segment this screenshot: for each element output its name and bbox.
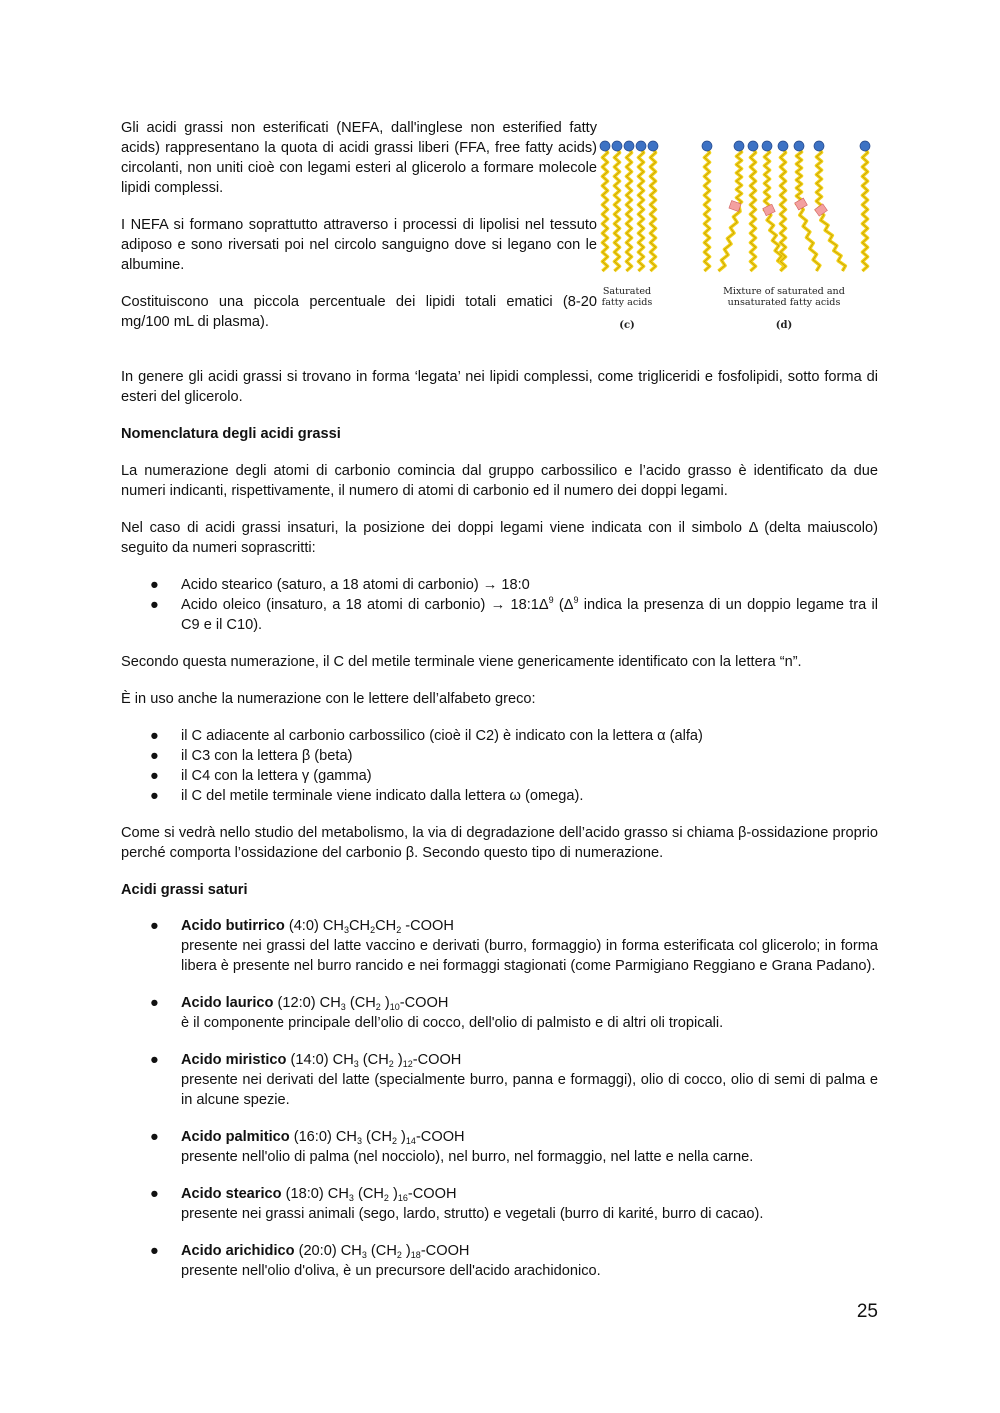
double-bond-marker	[763, 204, 775, 215]
oleico-example-c: indica la presenza di un doppio legame tra il C9 e il C10).	[181, 597, 878, 633]
polar-head-icon	[612, 141, 622, 151]
acid-title	[181, 1127, 878, 1147]
acid-formula: (20:0) CH	[294, 1243, 362, 1259]
acid-name: Acido miristico	[181, 1052, 287, 1068]
acid-entry-miristico	[121, 1050, 878, 1110]
subscript: 10	[389, 1002, 400, 1012]
acid-name: Acido stearico	[181, 1186, 282, 1202]
double-bond-marker	[815, 204, 828, 216]
document-page	[121, 118, 878, 1281]
subscript: 2	[383, 1193, 389, 1203]
bullet-icon: ●	[150, 597, 159, 613]
list-item	[121, 786, 878, 806]
acid-formula: )	[393, 1052, 403, 1068]
acid-formula: -COOH	[401, 918, 454, 934]
acid-title	[181, 993, 878, 1013]
subscript: 2	[396, 925, 402, 935]
acid-formula: (CH	[366, 1243, 397, 1259]
subscript: 2	[375, 1002, 381, 1012]
bullet-icon: ●	[150, 748, 159, 764]
polar-head-icon	[762, 141, 772, 151]
acid-description: presente nei grassi del latte vaccino e derivati (burro, formaggio) in forma esterificata col glicerolo; in forma libera è presente nel burro rancido e nei formaggi stagionati (come Parmigiano Reggiano e Grana Padano).	[181, 938, 878, 974]
acid-title	[181, 1050, 878, 1070]
acid-description: è il componente principale dell’olio di cocco, dell'olio di palmisto e di altri oli tropicali.	[181, 1015, 724, 1031]
acid-formula: (4:0) CH	[284, 918, 344, 934]
subscript: 2	[370, 925, 376, 935]
list-item-text: il C del metile terminale viene indicato dalla lettera ω (omega).	[181, 788, 584, 804]
acid-formula: (CH	[361, 1129, 392, 1145]
acid-name: Acido palmitico	[181, 1129, 290, 1145]
bullet-icon: ●	[150, 788, 159, 804]
figure-d-caption-line1: Mixture of saturated and	[723, 286, 845, 297]
beta-ossidazione-paragraph: Come si vedrà nello studio del metabolismo, la via di degradazione dell’acido grasso si chiama β-ossidazione proprio perché comporta l’ossidazione del carbonio β. Secondo questo tipo di numerazione.	[121, 825, 878, 861]
greek-letters-list	[121, 726, 878, 806]
acid-name: Acido arichidico	[181, 1243, 295, 1259]
acid-formula: -COOH	[420, 1243, 470, 1259]
superscript: 9	[548, 595, 554, 605]
bullet-icon: ●	[150, 577, 159, 593]
acid-formula: -COOH	[412, 1052, 462, 1068]
bullet-icon: ●	[150, 918, 159, 934]
acid-name: Acido laurico	[181, 995, 274, 1011]
list-item	[121, 766, 878, 786]
superscript: 9	[573, 595, 579, 605]
acid-formula: )	[401, 1243, 411, 1259]
bullet-icon: ●	[150, 1186, 159, 1202]
lipolisi-paragraph: I NEFA si formano soprattutto attraverso i processi di lipolisi nel tessuto adiposo e sono riversati poi nel circolo sanguigno dove si legano con le albumine.	[121, 217, 597, 273]
nomenclatura-heading: Nomenclatura degli acidi grassi	[121, 426, 341, 442]
acid-entry-palmitico	[121, 1127, 878, 1167]
list-item	[121, 726, 878, 746]
figure-d-caption	[709, 286, 859, 308]
polar-head-icon	[648, 141, 658, 151]
figure-c-caption	[597, 286, 657, 308]
numerazione-paragraph: La numerazione degli atomi di carbonio comincia dal gruppo carbossilico e l’acido grasso è identificato da due numeri indicanti, rispettivamente, il numero di atomi di carbonio ed il numero dei doppi legami.	[121, 463, 878, 499]
polar-head-icon	[778, 141, 788, 151]
metile-paragraph: Secondo questa numerazione, il C del metile terminale viene genericamente identificato con la lettera “n”.	[121, 654, 802, 670]
saturated-acids-list	[121, 916, 878, 1281]
subscript: 2	[388, 1059, 394, 1069]
subscript: 3	[361, 1250, 367, 1260]
list-item	[121, 575, 878, 595]
figure-c-caption-line1: Saturated	[602, 286, 652, 297]
subscript: 3	[343, 925, 349, 935]
subscript: 2	[391, 1136, 397, 1146]
acid-entry-butirrico	[121, 916, 878, 976]
legata-paragraph: In genere gli acidi grassi si trovano in forma ‘legata’ nei lipidi complessi, come trigliceridi e fosfolipidi, sotto forma di esteri del glicerolo.	[121, 369, 878, 405]
acid-formula: (CH	[345, 995, 376, 1011]
list-item-text: il C adiacente al carbonio carbossilico (cioè il C2) è indicato con la lettera α (alfa)	[181, 728, 703, 744]
saturi-heading: Acidi grassi saturi	[121, 882, 248, 898]
page-number: 25	[856, 1301, 878, 1322]
acid-entry-arichidico	[121, 1241, 878, 1281]
acid-entry-laurico	[121, 993, 878, 1033]
polar-head-icon	[814, 141, 824, 151]
list-item-text: il C4 con la lettera γ (gamma)	[181, 768, 372, 784]
oleico-example-a: Acido oleico (insaturo, a 18 atomi di carbonio) → 18:1Δ	[181, 597, 549, 613]
polar-head-icon	[748, 141, 758, 151]
acid-name: Acido butirrico	[181, 918, 285, 934]
acid-title	[181, 1241, 878, 1261]
acid-title	[181, 916, 878, 936]
figure-c-caption-line2: fatty acids	[601, 297, 653, 308]
acid-formula: (18:0) CH	[281, 1186, 349, 1202]
fatty-acids-figure	[597, 136, 878, 350]
subscript: 3	[348, 1193, 354, 1203]
subscript: 3	[340, 1002, 346, 1012]
acid-formula: (12:0) CH	[273, 995, 341, 1011]
bullet-icon: ●	[150, 1243, 159, 1259]
acid-formula: CH	[375, 918, 397, 934]
intro-section	[121, 118, 878, 350]
acid-formula: -COOH	[407, 1186, 457, 1202]
acid-formula: )	[397, 1129, 406, 1145]
acid-formula: (CH	[353, 1186, 384, 1202]
insaturi-paragraph: Nel caso di acidi grassi insaturi, la posizione dei doppi legami viene indicata con il simbolo Δ (delta maiuscolo) seguito da numeri soprascritti:	[121, 520, 878, 556]
acid-title	[181, 1184, 878, 1204]
subscript: 2	[396, 1250, 402, 1260]
figure-c-label: (c)	[619, 320, 635, 331]
list-item-text: il C3 con la lettera β (beta)	[181, 748, 353, 764]
percentuale-paragraph: Costituiscono una piccola percentuale dei lipidi totali ematici (8-20 mg/100 mL di plasma).	[121, 294, 597, 330]
acid-description: presente nei derivati del latte (specialmente burro, panna e formaggi), olio di cocco, olio di semi di palma e in alcune spezie.	[181, 1072, 878, 1108]
subscript: 18	[410, 1250, 421, 1260]
intro-text	[121, 118, 597, 350]
acid-description: presente nei grassi animali (sego, lardo, strutto) e vegetali (burro di karité, burro di cacao).	[181, 1206, 764, 1222]
acid-description: presente nell'olio di palma (nel nocciolo), nel burro, nel formaggio, nel latte e nella carne.	[181, 1149, 754, 1165]
stearico-example: Acido stearico (saturo, a 18 atomi di carbonio) → 18:0	[181, 577, 530, 593]
list-item	[121, 746, 878, 766]
polar-head-icon	[624, 141, 634, 151]
greco-paragraph: È in uso anche la numerazione con le lettere dell’alfabeto greco:	[121, 691, 536, 707]
bullet-icon: ●	[150, 995, 159, 1011]
bullet-icon: ●	[150, 1129, 159, 1145]
acid-formula: -COOH	[399, 995, 449, 1011]
acid-formula: )	[388, 1186, 398, 1202]
acid-formula: CH	[349, 918, 371, 934]
subscript: 3	[356, 1136, 362, 1146]
bullet-icon: ●	[150, 728, 159, 744]
subscript: 14	[405, 1136, 416, 1146]
acid-formula: (14:0) CH	[286, 1052, 354, 1068]
oleico-example-b: (Δ	[553, 597, 574, 613]
acid-entry-stearico	[121, 1184, 878, 1224]
polar-head-icon	[794, 141, 804, 151]
acid-formula: )	[380, 995, 390, 1011]
delta-notation-list	[121, 575, 878, 635]
acid-description: presente nell'olio d'oliva, è un precursore dell'acido arachidonico.	[181, 1263, 601, 1279]
bullet-icon: ●	[150, 768, 159, 784]
figure-d-caption-line2: unsaturated fatty acids	[727, 297, 841, 308]
subscript: 12	[402, 1059, 413, 1069]
figure-d-label: (d)	[775, 320, 793, 331]
polar-head-icon	[734, 141, 744, 151]
acid-formula: (16:0) CH	[289, 1129, 357, 1145]
polar-head-icon	[860, 141, 870, 151]
polar-head-icon	[702, 141, 712, 151]
subscript: 16	[397, 1193, 408, 1203]
list-item	[121, 595, 878, 635]
acid-formula: -COOH	[415, 1129, 465, 1145]
acid-formula: (CH	[358, 1052, 389, 1068]
double-bond-marker	[795, 198, 808, 210]
polar-head-icon	[636, 141, 646, 151]
nefa-paragraph: Gli acidi grassi non esterificati (NEFA, dall'inglese non esterified fatty acids) rappresentano la quota di acidi grassi liberi (FFA, free fatty acids) circolanti, non uniti cioè con legami esteri al glicerolo a formare molecole lipidi complessi.	[121, 120, 597, 196]
subscript: 3	[353, 1059, 359, 1069]
bullet-icon: ●	[150, 1052, 159, 1068]
polar-head-icon	[600, 141, 610, 151]
